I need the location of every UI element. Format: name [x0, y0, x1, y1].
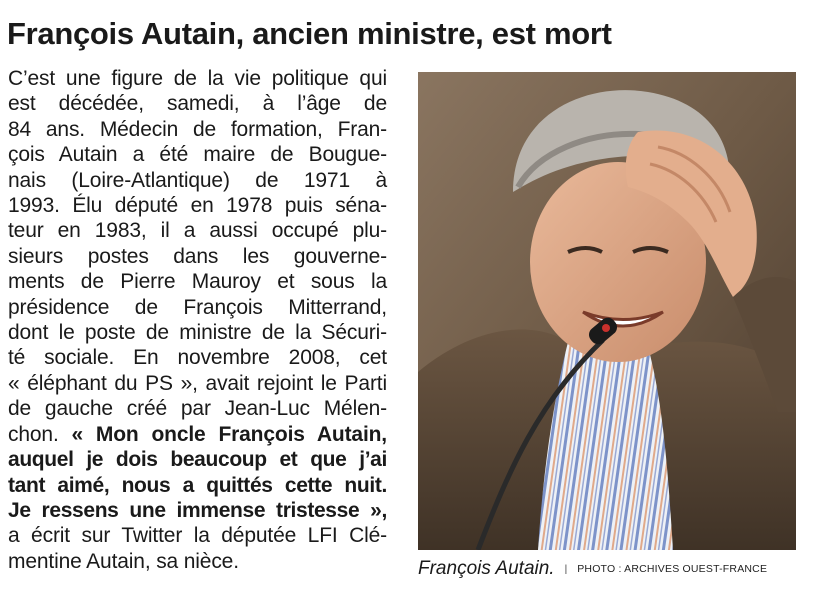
photo-credit: PHOTO : ARCHIVES OUEST-FRANCE	[577, 563, 768, 575]
portrait-photo	[418, 72, 796, 550]
headline: François Autain, ancien ministre, est mort	[7, 16, 612, 51]
article-line-mixed	[8, 422, 387, 447]
article-line: té sociale. En novembre 2008, cet	[8, 346, 387, 370]
article-line: 84 ans. Médecin de formation, Fran-	[8, 117, 387, 141]
quote-line: tant aimé, nous a quittés cette nuit.	[8, 473, 387, 497]
article-line: teur en 1983, il a aussi occupé plu-	[8, 219, 387, 243]
article-line: a écrit sur Twitter la députée LFI Clé-	[8, 524, 387, 548]
caption-name: François Autain.	[418, 558, 555, 579]
article-line: ments de Pierre Mauroy et sous la	[8, 270, 387, 294]
quote-text: « Mon oncle François Autain,	[71, 422, 387, 446]
quote-line: auquel je dois beaucoup et que j’ai	[8, 448, 387, 472]
article-text: chon.	[8, 422, 72, 446]
caption-separator: |	[564, 564, 568, 575]
article-line: 1993. Élu député en 1978 puis séna-	[8, 194, 387, 218]
article-body	[8, 66, 387, 574]
article-line: C’est une figure de la vie politique qui	[8, 67, 387, 90]
article-line: « éléphant du PS », avait rejoint le Parti	[8, 371, 387, 395]
photo-caption	[418, 558, 808, 580]
article-line: dont le poste de ministre de la Sécuri-	[8, 321, 387, 345]
article-line: nais (Loire-Atlantique) de 1971 à	[8, 168, 387, 192]
article-line: présidence de François Mitterrand,	[8, 295, 387, 319]
quote-line: Je ressens une immense tristesse »,	[8, 498, 387, 522]
article-line: sieurs postes dans les gouverne-	[8, 244, 387, 268]
article-line: est décédée, samedi, à l’âge de	[8, 92, 387, 116]
article-line: çois Autain a été maire de Bougue-	[8, 143, 387, 167]
article-line: de gauche créé par Jean-Luc Mélen-	[8, 397, 387, 421]
article-line: mentine Autain, sa nièce.	[8, 549, 239, 573]
